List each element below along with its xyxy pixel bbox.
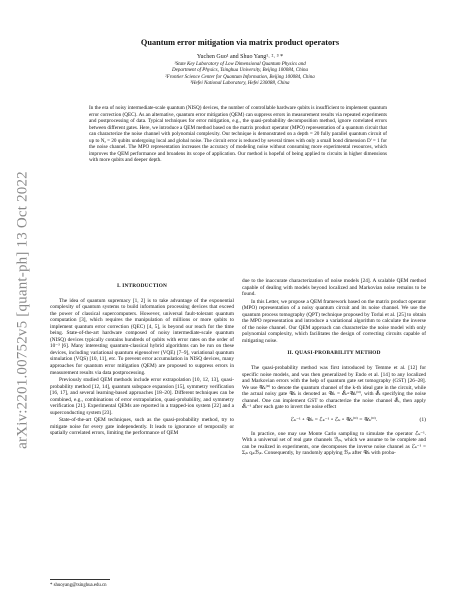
right-column [242,278,426,458]
footnote-email: * shuoyang@tsinghua.edu.cn [50,583,107,588]
equation-number: (1) [419,416,426,423]
left-column [50,277,234,438]
equation-1 [242,417,426,425]
arxiv-id: arXiv:2201.00752v5 [quant-ph] 13 Oct 2022 [14,171,31,449]
affiliation-4: ³Hefei National Laboratory, Hefei 230088, China [190,80,290,86]
qpm-paragraph-1: The quasi-probability method was first introduced by Temme et al. [12] for specific noise models, and was then generalized by Endo et al. [14] to any localized and Markovian errors with the help of quantum gate set tomography (GST) [26–28]. We use 𝒰ₖ⁽⁰⁾ to denote the quantum channel of the k-th ideal gate in the circuit, while the actual noisy gate 𝒰ₖ is denoted as 𝒰ₖ = ℰₖ∘𝒰ₖ⁽⁰⁾, with ℰₖ specifying the noise channel. One can implement GST to characterize the noise channel ℰₖ, then apply ℰₖ⁻¹ after each gate to invert the noise effect [242,365,426,411]
intro-paragraph-4: In this Letter, we propose a QEM framework based on the matrix product operator (MPO) representation of a noisy quantum circuit and its noise channel. We use the quantum process tomography (QPT) technique proposed by Torlai et al. [25] to obtain the MPO representation and introduce a variational algorithm to calculate the inverse of the noise channel. Our QEM approach can characterize the noise model with only polynomial complexity, which facilitates the design of correcting circuits capable of mitigating noise. [242,298,426,344]
abstract: In the era of noisy intermediate-scale quantum (NISQ) devices, the number of controllable hardware qubits is insufficient to implement quantum error correction (QEC). As an alternative, quantum error mitigation (QEM) can suppress errors in measurement results via repeated experiments and postprocessing of data. Typical techniques for error mitigation, e.g., the quasi-probability decomposition method, ignore correlated errors between different gates. Here, we introduce a QEM method based on the matrix product operator (MPO) representation of a quantum circuit that can characterize the noise channel with polynomial complexity. Our technique is demonstrated on a depth = 20 fully parallel quantum circuit of up to Nₐ = 20 qubits undergoing local and global noise. The circuit error is reduced by several times with only a small bond dimension D' = 1 for the noise channel. The MPO representation increases the accuracy of modeling noise without consuming more experimental resources, which improves the QEM performance and broadens its scope of application. Our method is hopeful of being applied to circuits in higher dimensions with more qubits and deeper depth. [89,105,387,163]
equation-body: ℰₖ⁻¹ ∘ 𝒰ₖ = ℰₖ⁻¹ ∘ ℰₖ ∘ 𝒰ₖ⁽⁰⁾ = 𝒰ₖ⁽⁰⁾. [290,416,378,423]
intro-paragraph-2: Previously studied QEM methods include error extrapolation [10, 12, 13], quasi-probability method [12, 14], quantum subspace expansion [15], symmetry verification [16, 17], and several learning-based approaches [18–20]. Different techniques can be combined, e.g., combinations of error extrapolation, quasi-probability, and symmetry verification [21]. Experimental QEMs are reported in a trapped-ion system [22] and a superconducting system [23]. [50,377,234,416]
section-title-introduction: I. INTRODUCTION [116,283,168,289]
section-title-quasi-probability: II. QUASI-PROBABILITY METHOD [287,350,381,357]
paper-header [40,38,440,87]
intro-paragraph-3: State-of-the-art QEM techniques, such as the quasi-probability method, try to mitigate noise for every gate independently. It leads to ignorance of temporally or spatially correlated errors, limiting the performance of QEM [50,417,234,437]
qpm-paragraph-2: In practice, one may use Monte Carlo sampling to simulate the operator ℰₖ⁻¹. With a universal set of real gate channels ℬᵢₖ, which we assume to be complete and can be realized in experiments, one decomposes the inverse noise channel as ℰₖ⁻¹ = Σᵢₖ qᵢₖℬᵢₖ. Consequently, by randomly applying ℬᵢₖ after 𝒰ₖ with proba- [242,430,426,457]
intro-continued-paragraph: due to the inaccurate characterization of noise models [24]. A scalable QEM method capable of dealing with models beyond localized and Markovian noise remains to be found. [242,278,426,298]
author-list: Yuchen Guo¹ and Shuo Yang¹˒ ²˒ ³ * [196,54,284,60]
intro-paragraph-1: The idea of quantum supremacy [1, 2] is to take advantage of the exponential complexity of quantum systems to build information processing devices that exceed the power of classical supercomputers. However, universal fault-tolerant quantum computation [3], which requires the manipulation of millions or more qubits to implement quantum error correction (QEC) [4, 5], is beyond our reach for the time being. State-of-the-art hardware composed of noisy intermediate-scale quantum (NISQ) devices typically contains hundreds of qubits with error rates on the order of 10⁻³ [6]. Many interesting quantum-classical hybrid algorithms can be run on these devices, including variational quantum eigensolver (VQE) [7–9], variational quantum simulation (VQS) [10, 11], etc. To prevent error accumulation in NISQ devices, many approaches for quantum error mitigation (QEM) are proposed to suppress errors in measurement results via data postprocessing. [50,297,234,376]
footnote-divider [50,579,110,580]
paper-title: Quantum error mitigation via matrix product operators [140,38,340,47]
arxiv-stamp [12,160,34,460]
affiliation-3: ²Frontier Science Center for Quantum Information, Beijing 100084, China [165,74,315,80]
affiliation-2: Department of Physics, Tsinghua University, Beijing 100084, China [172,68,308,74]
affiliation-1: ¹State Key Laboratory of Low Dimensional Quantum Physics and [174,62,306,67]
